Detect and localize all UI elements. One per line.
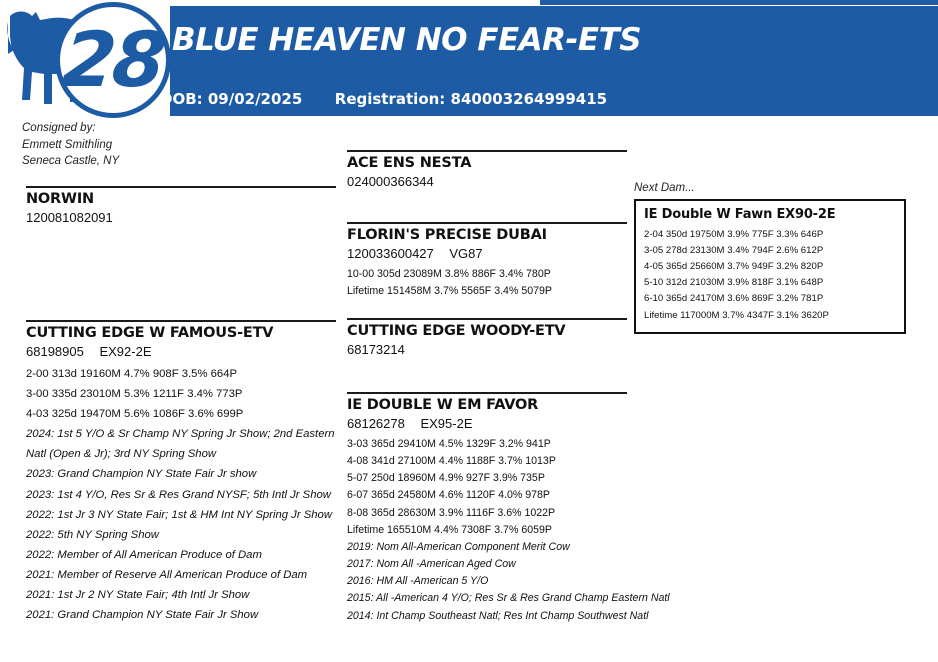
record-line: Natl (Open & Jr); 3rd NY Spring Show: [26, 448, 217, 461]
record-line: 2023: 1st 4 Y/O, Res Sr & Res Grand NYSF; 5th Intl Jr Show: [26, 488, 331, 501]
record-line: 6-07 365d 24580M 4.6% 1120F 4.0% 978P: [347, 489, 550, 502]
record-line: 2017: Nom All -American Aged Cow: [347, 558, 516, 571]
dob-registration-line: [160, 90, 607, 108]
pedigree-entry-florins-precise-dubai: [347, 222, 627, 300]
registration-number: 120081082091: [26, 210, 113, 225]
record-line: 3-00 335d 23010M 5.3% 1211F 3.4% 773P: [26, 388, 243, 401]
entry-id: [347, 171, 627, 189]
record-line: 6-10 365d 24170M 3.6% 869F 3.2% 781P: [644, 293, 824, 305]
registration-number: 024000366344: [347, 174, 434, 189]
pedigree-entry-cutting-edge-woody: [347, 318, 627, 357]
entry-id: [347, 413, 627, 431]
pedigree-entry-ace-ens-nesta: [347, 150, 627, 189]
pedigree-entry-cutting-edge-w-famous: [26, 320, 336, 625]
consignor-block: [22, 120, 119, 170]
entry-name: IE DOUBLE W EM FAVOR: [347, 397, 539, 413]
entry-id: [347, 243, 627, 261]
record-line: Lifetime 117000M 3.7% 4347F 3.1% 3620P: [644, 309, 829, 321]
registration-number: 120033600427: [347, 246, 434, 261]
entry-name: CUTTING EDGE WOODY-ETV: [347, 323, 566, 339]
record-line: 3-05 278d 23130M 3.4% 794F 2.6% 612P: [644, 245, 824, 257]
registration-number: 68173214: [347, 342, 405, 357]
record-line: 2019: Nom All-American Component Merit Cow: [347, 540, 570, 553]
record-line: Lifetime 165510M 4.4% 7308F 3.7% 6059P: [347, 523, 552, 536]
record-line: 10-00 305d 23089M 3.8% 886F 3.4% 780P: [347, 268, 551, 280]
record-line: 2021: 1st Jr 2 NY State Fair; 4th Intl Jr Show: [26, 589, 250, 602]
record-line: 2016: HM All -American 5 Y/O: [347, 575, 489, 588]
record-line: 4-05 365d 25660M 3.7% 949F 3.2% 820P: [644, 261, 824, 273]
record-line: 2024: 1st 5 Y/O & Sr Champ NY Spring Jr Show; 2nd Eastern: [26, 428, 335, 441]
record-line: 5-10 312d 21030M 3.9% 818F 3.1% 648P: [644, 277, 824, 289]
record-line: Lifetime 151458M 3.7% 5565F 3.4% 5079P: [347, 285, 552, 298]
record-line: 2021: Grand Champion NY State Fair Jr Show: [26, 609, 259, 622]
entry-name: ACE ENS NESTA: [347, 155, 472, 171]
entry-id: [26, 207, 336, 225]
record-line: 4-08 341d 27100M 4.4% 1188F 3.7% 1013P: [347, 455, 556, 468]
record-line: 2-00 313d 19160M 4.7% 908F 3.5% 664P: [26, 368, 238, 380]
entry-name: CUTTING EDGE W FAMOUS-ETV: [26, 325, 274, 341]
records-list: [347, 266, 627, 300]
entry-id: [347, 339, 627, 357]
registration-number: 68126278: [347, 416, 405, 431]
entry-id: [26, 341, 336, 359]
next-dam-label: Next Dam...: [634, 182, 695, 194]
pedigree-entry-ie-double-w-em-favor: [347, 392, 670, 625]
next-dam-box: [634, 199, 906, 334]
animal-name: BLUE HEAVEN NO FEAR-ETS: [172, 22, 642, 58]
dob-label: DOB: 09/02/2025: [160, 90, 303, 108]
classification-score: VG87: [449, 246, 483, 261]
record-line: 2-04 350d 19750M 3.9% 775F 3.3% 646P: [644, 229, 824, 240]
record-line: 3-03 365d 29410M 4.5% 1329F 3.2% 941P: [347, 438, 551, 450]
classification-score: EX92-2E: [99, 344, 152, 359]
record-line: 2023: Grand Champion NY State Fair Jr show: [26, 468, 257, 481]
record-line: 2022: 5th NY Spring Show: [26, 528, 159, 541]
record-line: 2021: Member of Reserve All American Produce of Dam: [26, 568, 308, 581]
entry-name: FLORIN'S PRECISE DUBAI: [347, 227, 547, 243]
registration-label: Registration: 840003264999415: [334, 90, 608, 108]
consignor-name: Emmett Smithling: [22, 138, 113, 151]
records-list: [26, 364, 336, 625]
registration-number: 68198905: [26, 344, 84, 359]
records-list: [347, 436, 670, 625]
record-line: 4-03 325d 19470M 5.6% 1086F 3.6% 699P: [26, 408, 244, 421]
next-dam-column: [634, 182, 920, 334]
consignor-location: Seneca Castle, NY: [22, 155, 120, 168]
record-line: 8-08 365d 28630M 3.9% 1116F 3.6% 1022P: [347, 506, 556, 519]
lot-number-badge: [55, 2, 171, 118]
pedigree-entry-norwin: [26, 186, 336, 225]
record-line: 2022: Member of All American Produce of Dam: [26, 548, 262, 561]
record-line: 2015: All -American 4 Y/O; Res Sr & Res Grand Champ Eastern Natl: [347, 592, 670, 605]
entry-name: NORWIN: [26, 191, 94, 207]
classification-score: EX95-2E: [420, 416, 473, 431]
consignor-label: Consigned by:: [22, 122, 96, 134]
lot-number: 28: [58, 15, 168, 104]
record-line: 2014: Int Champ Southeast Natl; Res Int Champ Southwest Natl: [347, 609, 649, 622]
record-line: 2022: 1st Jr 3 NY State Fair; 1st & HM Int NY Spring Jr Show: [26, 508, 332, 521]
record-line: 5-07 250d 18960M 4.9% 927F 3.9% 735P: [347, 472, 545, 485]
top-strip-accent-bar: [540, 0, 938, 5]
entry-name: IE Double W Fawn EX90-2E: [644, 207, 836, 222]
records-list: [644, 227, 896, 324]
